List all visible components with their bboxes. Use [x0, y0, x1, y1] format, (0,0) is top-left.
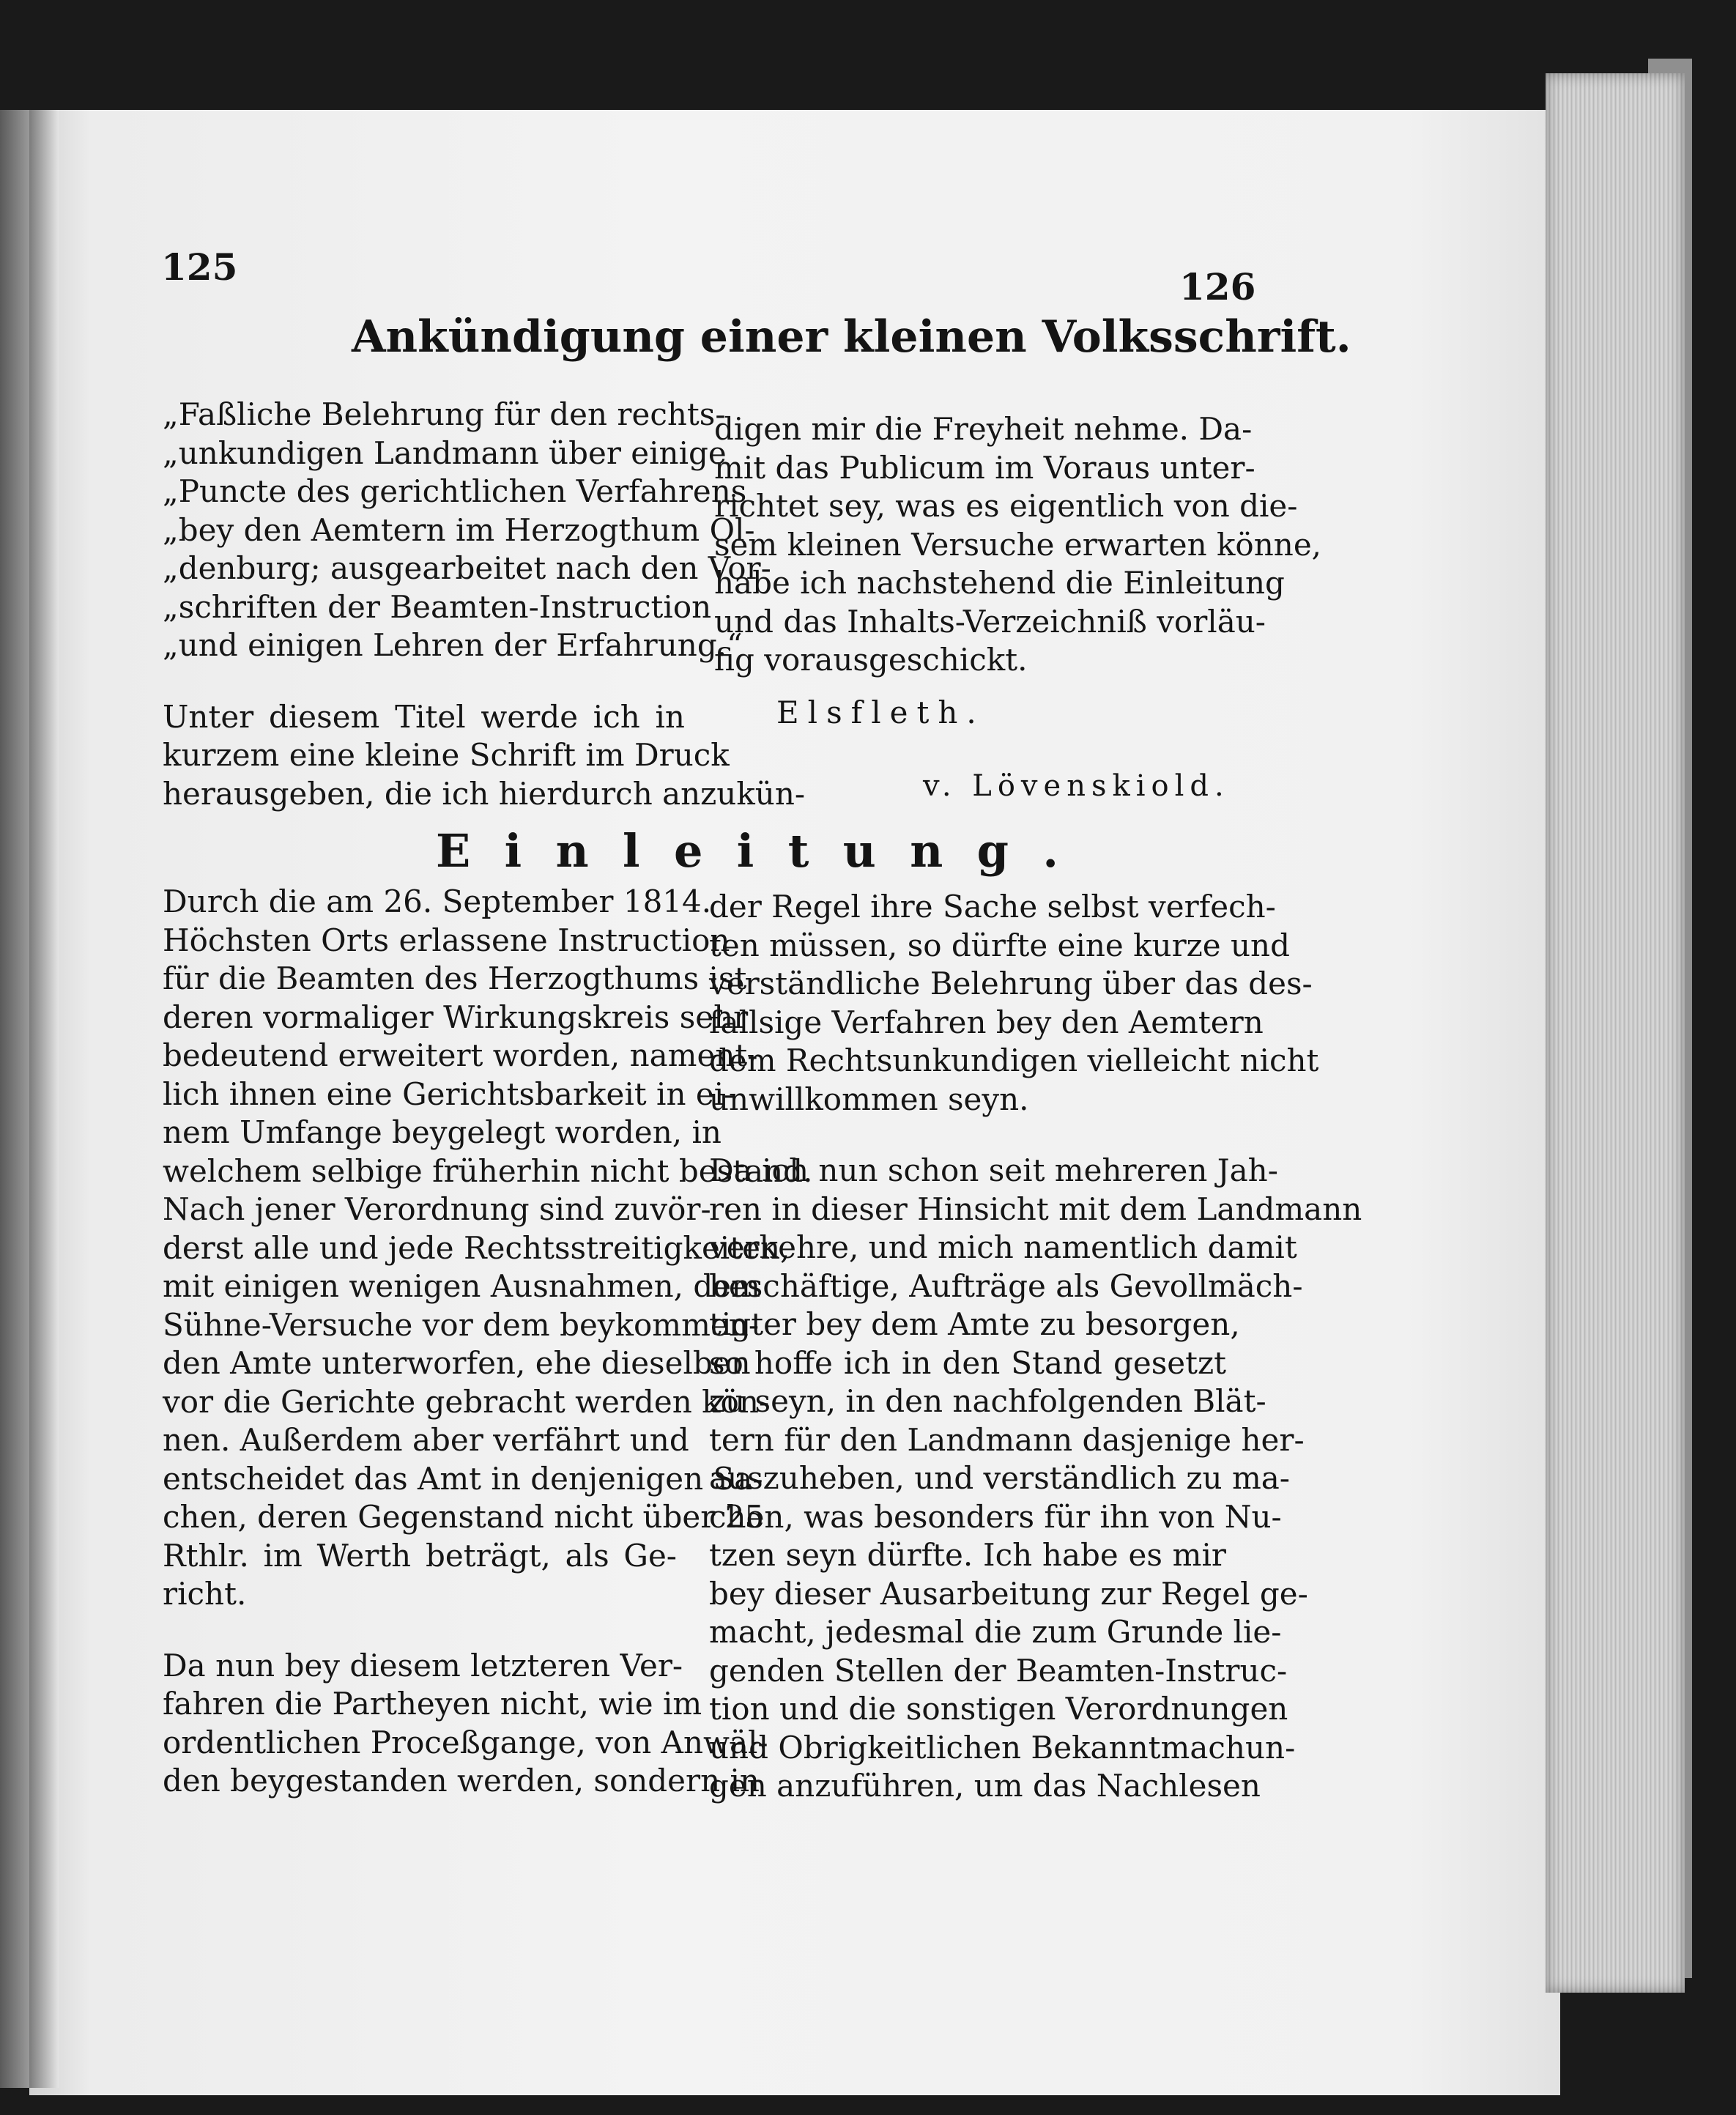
text-line: habe ich nachstehend die Einleitung — [714, 565, 1285, 601]
page-number-left: 125 — [161, 245, 238, 289]
text-line: ordentlichen Proceßgange, von Anwäl- — [163, 1724, 768, 1760]
text-line: richt. — [163, 1576, 247, 1612]
text-line: so hoffe ich in den Stand gesetzt — [709, 1344, 1226, 1381]
text-line: lich ihnen eine Gerichtsbarkeit in ei- — [163, 1075, 735, 1112]
text-line: chen, was besonders für ihn von Nu- — [709, 1498, 1282, 1535]
text-line: tzen seyn dürfte. Ich habe es mir — [709, 1537, 1226, 1573]
text-line: herausgeben, die ich hierdurch anzukün- — [163, 775, 806, 812]
text-line: der Regel ihre Sache selbst verfech- — [709, 889, 1276, 925]
text-line: Da ich nun schon seit mehreren Jah- — [709, 1152, 1278, 1188]
text-line: digen mir die Freyheit nehme. Da- — [714, 411, 1253, 447]
text-line: dem Rechtsunkundigen vielleicht nicht — [709, 1042, 1319, 1078]
place-name: Elsfleth. — [776, 694, 985, 730]
text-line: Da nun bey diesem letzteren Ver- — [163, 1647, 683, 1684]
text-line: genden Stellen der Beamten-Instruc- — [709, 1652, 1288, 1689]
paragraph-gap — [163, 1614, 677, 1647]
body-right-column — [709, 888, 1362, 1806]
text-line: „Faßliche Belehrung für den rechts- — [163, 396, 726, 432]
text-line: den beygestanden werden, sondern in — [163, 1763, 760, 1799]
announcement-right-column — [714, 410, 1322, 680]
text-line: ren in dieser Hinsicht mit dem Landmann — [709, 1190, 1362, 1227]
text-line: unwillkommen seyn. — [709, 1081, 1029, 1117]
text-line: entscheidet das Amt in denjenigen Sa- — [163, 1460, 763, 1497]
text-line: sem kleinen Versuche erwarten könne, — [714, 526, 1322, 563]
text-line: macht, jedesmal die zum Grunde lie- — [709, 1614, 1282, 1650]
body-left-column — [163, 883, 813, 1801]
text-line: gen anzuführen, um das Nachlesen — [709, 1768, 1261, 1804]
text-line: welchem selbige früherhin nicht bestand. — [163, 1152, 813, 1189]
text-line: verkehre, und mich namentlich damit — [709, 1229, 1297, 1265]
text-line: auszuheben, und verständlich zu ma- — [709, 1460, 1290, 1496]
text-line: Durch die am 26. September 1814. — [163, 884, 712, 919]
section-heading — [436, 824, 1058, 878]
heading-letter: i — [736, 824, 754, 878]
text-line: tern für den Landmann dasjenige her- — [709, 1421, 1305, 1458]
text-line: Höchsten Orts erlassene Instruction — [163, 922, 730, 958]
heading-letter: i — [504, 824, 522, 878]
text-line: derst alle und jede Rechtsstreitigkeiten, — [163, 1229, 790, 1266]
text-line: verständliche Belehrung über das des- — [709, 966, 1313, 1001]
heading-letter: e — [673, 824, 703, 878]
announcement-left-column — [163, 396, 806, 813]
text-line: zu seyn, in den nachfolgenden Blät- — [709, 1383, 1266, 1419]
text-line: „Puncte des gerichtlichen Verfahrens — [163, 473, 747, 509]
signature: v. Lövenskiold. — [923, 769, 1230, 803]
heading-letter: u — [842, 824, 876, 878]
text-line: bey dieser Ausarbeitung zur Regel ge- — [709, 1575, 1308, 1612]
heading-letter: l — [623, 824, 640, 878]
text-line: für die Beamten des Herzogthums ist — [163, 960, 747, 996]
text-line: Unter diesem Titel werde ich in — [163, 698, 685, 735]
paragraph-gap — [163, 665, 685, 698]
heading-letter: g — [976, 824, 1009, 878]
text-line: chen, deren Gegenstand nicht über 25 — [163, 1499, 765, 1535]
paragraph-gap — [709, 1119, 1226, 1152]
text-line: „und einigen Lehren der Erfahrung.“ — [163, 627, 743, 663]
text-line: richtet sey, was es eigentlich von die- — [714, 488, 1298, 524]
text-line: Sühne-Versuche vor dem beykommen- — [163, 1306, 760, 1343]
text-line: mit das Publicum im Voraus unter- — [714, 449, 1255, 486]
text-line: tion und die sonstigen Verordnungen — [709, 1691, 1288, 1727]
heading-letter: t — [787, 824, 809, 878]
text-line: nen. Außerdem aber verfährt und — [163, 1422, 689, 1458]
text-line: fig vorausgeschickt. — [714, 642, 1028, 678]
page-number-right: 126 — [1179, 265, 1256, 308]
text-line: beschäftige, Aufträge als Gevollmäch- — [709, 1267, 1303, 1304]
text-line: den Amte unterworfen, ehe dieselben — [163, 1345, 751, 1381]
text-line: „schriften der Beamten-Instruction — [163, 588, 712, 625]
text-line: und das Inhalts-Verzeichniß vorläu- — [714, 603, 1266, 640]
text-line: bedeutend erweitert worden, nament- — [163, 1037, 758, 1073]
text-line: deren vormaliger Wirkungskreis sehr — [163, 999, 749, 1035]
text-line: „bey den Aemtern im Herzogthum Ol- — [163, 511, 755, 548]
text-line: mit einigen wenigen Ausnahmen, dem — [163, 1268, 760, 1304]
text-line: kurzem eine kleine Schrift im Druck — [163, 737, 730, 773]
text-line: und Obrigkeitlichen Bekanntmachun- — [709, 1729, 1296, 1766]
heading-letter: n — [555, 824, 589, 878]
text-line: fahren die Partheyen nicht, wie im — [163, 1686, 702, 1722]
text-line: tigter bey dem Amte zu besorgen, — [709, 1306, 1240, 1342]
text-line: Rthlr. im Werth beträgt, als Ge- — [163, 1537, 677, 1574]
page-title: Ankündigung einer kleinen Volksschrift. — [352, 311, 1351, 363]
text-line: ten müssen, so dürfte eine kurze und — [709, 927, 1290, 963]
text-line: nem Umfange beygelegt worden, in — [163, 1114, 722, 1150]
text-line: Nach jener Verordnung sind zuvör- — [163, 1191, 711, 1227]
heading-letter: E — [436, 824, 471, 878]
text-line: fallsige Verfahren bey den Aemtern — [709, 1004, 1264, 1040]
heading-letter: n — [910, 824, 943, 878]
heading-letter: . — [1042, 824, 1058, 878]
text-line: vor die Gerichte gebracht werden kön- — [163, 1383, 770, 1420]
text-line: „unkundigen Landmann über einige — [163, 434, 727, 471]
text-line: „denburg; ausgearbeitet nach den Vor- — [163, 550, 771, 586]
